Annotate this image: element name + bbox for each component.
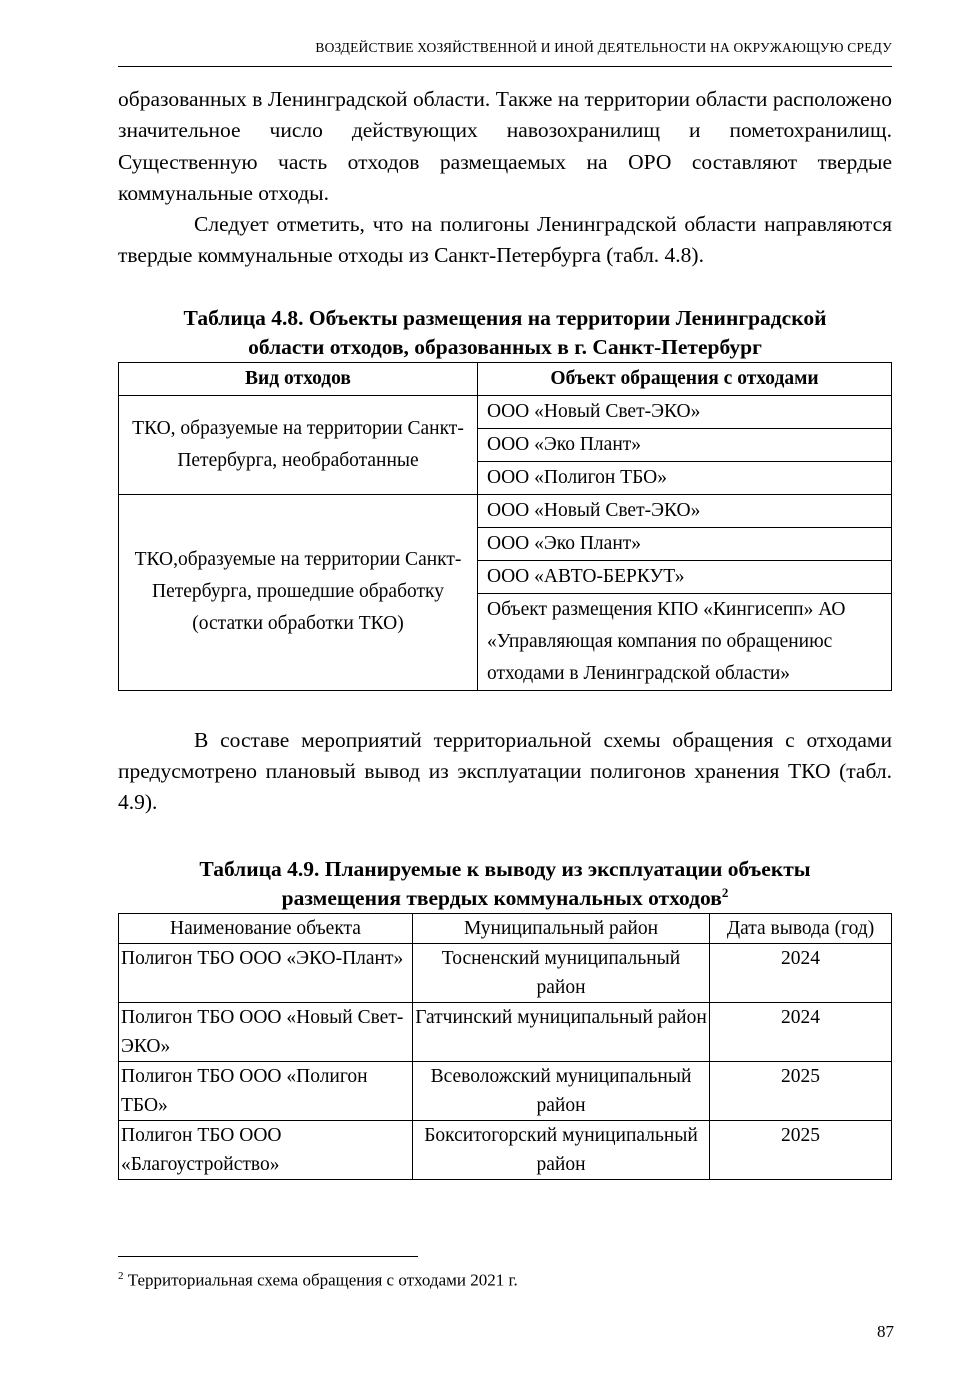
paragraph-2: Следует отметить, что на полигоны Ленинградской области направляются твердые коммунальные отходы из Санкт-Петербурга (табл. 4.8). <box>118 212 892 268</box>
table-4-8 <box>118 362 892 691</box>
table-header-cell: Вид отходов <box>119 362 478 395</box>
facility-cell: ООО «Эко Плант» <box>478 527 892 560</box>
facility-name-cell: Полигон ТБО ООО «Полигон ТБО» <box>119 1061 413 1120</box>
table-row <box>119 1002 892 1061</box>
district-cell: Бокситогорский муниципальный район <box>413 1120 710 1179</box>
table-header-cell: Муниципальный район <box>413 913 710 943</box>
paragraph-1: образованных в Ленинградской области. Также на территории области расположено значительное число действующих навозохранилищ и пометохранилищ. Существенную часть отходов размещаемых на ОРО составляют твердые коммунальные отходы. <box>118 87 892 205</box>
table-header-row <box>119 913 892 943</box>
facility-cell: ООО «Эко Плант» <box>478 428 892 461</box>
table-4-9-caption <box>118 855 892 913</box>
table-4-9 <box>118 913 892 1180</box>
table-row <box>119 1120 892 1179</box>
waste-type-cell: ТКО,образуемые на территории Санкт-Петербурга, прошедшие обработку (остатки обработки ТКО) <box>119 494 478 690</box>
table-row <box>119 943 892 1002</box>
footnote <box>118 1270 518 1291</box>
table-4-8-caption <box>118 304 892 362</box>
district-cell: Гатчинский муниципальный район <box>413 1002 710 1061</box>
paragraph-3: В составе мероприятий территориальной схемы обращения с отходами предусмотрено плановый вывод из эксплуатации полигонов хранения ТКО (табл. 4.9). <box>118 727 892 815</box>
footnote-mark: 2 <box>118 1270 124 1282</box>
year-cell: 2024 <box>710 943 892 1002</box>
table-header-cell: Наименование объекта <box>119 913 413 943</box>
district-cell: Всеволожский муниципальный район <box>413 1061 710 1120</box>
year-cell: 2025 <box>710 1061 892 1120</box>
year-cell: 2025 <box>710 1120 892 1179</box>
table-row <box>119 494 892 527</box>
footnote-text: Территориальная схема обращения с отходами 2021 г. <box>127 1270 518 1290</box>
facility-cell: ООО «АВТО-БЕРКУТ» <box>478 560 892 593</box>
footnote-divider <box>118 1256 418 1257</box>
district-cell: Тосненский муниципальный район <box>413 943 710 1002</box>
table-4-8-caption-line1: Таблица 4.8. Объекты размещения на территории Ленинградской <box>183 305 827 330</box>
table-header-cell: Объект обращения с отходами <box>478 362 892 395</box>
table-4-8-caption-line2: области отходов, образованных в г. Санкт-Петербург <box>248 334 762 359</box>
table-4-9-caption-line2: размещения твердых коммунальных отходов <box>281 885 722 910</box>
table-4-9-caption-line1: Таблица 4.9. Планируемые к выводу из эксплуатации объекты <box>199 856 811 881</box>
facility-cell: ООО «Новый Свет-ЭКО» <box>478 494 892 527</box>
waste-type-cell: ТКО, образуемые на территории Санкт-Петербурга, необработанные <box>119 395 478 494</box>
facility-name-cell: Полигон ТБО ООО «ЭКО-Плант» <box>119 943 413 1002</box>
table-header-cell: Дата вывода (год) <box>710 913 892 943</box>
footnote-reference[interactable]: 2 <box>721 884 729 900</box>
facility-name-cell: Полигон ТБО ООО «Благоустройство» <box>119 1120 413 1179</box>
facility-cell: ООО «Новый Свет-ЭКО» <box>478 395 892 428</box>
table-header-row <box>119 362 892 395</box>
year-cell: 2024 <box>710 1002 892 1061</box>
table-row <box>119 395 892 428</box>
page-number: 87 <box>877 1322 894 1341</box>
facility-cell: Объект размещения КПО «Кингисепп» АО «Управляющая компания по обращениюс отходами в Ленинградской области» <box>478 593 892 690</box>
page-content <box>118 84 892 1180</box>
facility-name-cell: Полигон ТБО ООО «Новый Свет-ЭКО» <box>119 1002 413 1061</box>
running-header: ВОЗДЕЙСТВИЕ ХОЗЯЙСТВЕННОЙ И ИНОЙ ДЕЯТЕЛЬНОСТИ НА ОКРУЖАЮЩУЮ СРЕДУ <box>118 40 892 67</box>
facility-cell: ООО «Полигон ТБО» <box>478 461 892 494</box>
table-row <box>119 1061 892 1120</box>
